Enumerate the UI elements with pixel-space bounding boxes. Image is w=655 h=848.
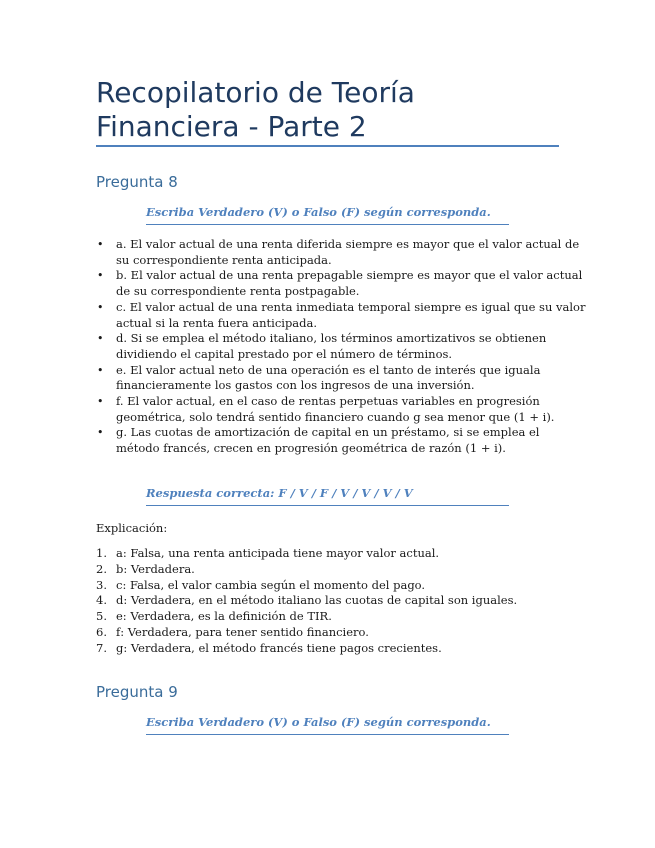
explanation-item bbox=[96, 640, 586, 657]
statement-text: g. Las cuotas de amortización de capital en un préstamo, si se emplea el método francés, crecen en progresión geométrica de razón (1 + i). bbox=[116, 425, 540, 456]
statement-e bbox=[97, 362, 586, 394]
question-8-answer: Respuesta correcta: F / V / F / V / V / V / V bbox=[146, 485, 509, 506]
bullet-icon: • bbox=[97, 269, 104, 283]
list-number: 5. bbox=[96, 609, 107, 624]
explanation-text: e: Verdadera, es la definición de TIR. bbox=[116, 609, 332, 624]
bullet-icon: • bbox=[97, 332, 104, 346]
list-number: 7. bbox=[96, 640, 107, 655]
bullet-icon: • bbox=[97, 395, 104, 409]
explanation-item bbox=[96, 624, 586, 641]
statement-text: b. El valor actual de una renta prepagable siempre es mayor que el valor actual de su correspondiente renta postpagable. bbox=[116, 268, 583, 299]
statement-text: d. Si se emplea el método italiano, los términos amortizativos se obtienen dividiendo el capital prestado por el número de términos. bbox=[116, 331, 547, 361]
statement-a bbox=[97, 237, 586, 268]
list-number: 2. bbox=[96, 561, 107, 576]
explanation-text: d: Verdadera, en el método italiano las cuotas de capital son iguales. bbox=[116, 593, 518, 608]
explanation-text: g: Verdadera, el método francés tiene pagos crecientes. bbox=[116, 640, 442, 655]
question-8-statements bbox=[96, 237, 586, 457]
statement-g bbox=[97, 425, 586, 456]
question-8-instruction: Escriba Verdadero (V) o Falso (F) según corresponda. bbox=[146, 204, 509, 225]
document-title bbox=[96, 76, 566, 144]
question-9-heading: Pregunta 9 bbox=[96, 683, 178, 701]
title-divider bbox=[96, 145, 559, 147]
statement-text: e. El valor actual neto de una operación es el tanto de interés que iguala financieramente los gastos con los ingresos de una inversión. bbox=[116, 362, 541, 393]
list-number: 6. bbox=[96, 624, 107, 639]
bullet-icon: • bbox=[97, 300, 104, 314]
explanation-item bbox=[96, 593, 586, 609]
statement-d bbox=[97, 331, 586, 362]
document-title-line-2: Financiera - Parte 2 bbox=[96, 110, 367, 143]
explanation-item bbox=[96, 561, 586, 578]
list-number: 1. bbox=[96, 546, 107, 560]
explanation-text: f: Verdadera, para tener sentido financiero. bbox=[116, 624, 369, 639]
question-9-instruction: Escriba Verdadero (V) o Falso (F) según corresponda. bbox=[146, 714, 509, 735]
bullet-icon: • bbox=[97, 363, 104, 377]
statement-text: c. El valor actual de una renta inmediata temporal siempre es igual que su valor actual si la renta fuera anticipada. bbox=[116, 299, 586, 330]
statement-text: f. El valor actual, en el caso de rentas perpetuas variables en progresión geométrica, solo tendrá sentido financiero cuando g sea menor que (1 + i). bbox=[116, 394, 555, 424]
statement-text: a. El valor actual de una renta diferida siempre es mayor que el valor actual de su correspondiente renta anticipada. bbox=[116, 237, 580, 267]
bullet-icon: • bbox=[97, 238, 104, 251]
explanation-label: Explicación: bbox=[96, 521, 168, 535]
statement-c bbox=[97, 299, 586, 331]
statement-f bbox=[97, 394, 586, 425]
question-8-heading: Pregunta 8 bbox=[96, 173, 178, 191]
list-number: 4. bbox=[96, 593, 107, 608]
explanation-text: c: Falsa, el valor cambia según el momento del pago. bbox=[116, 577, 426, 592]
explanation-text: b: Verdadera. bbox=[116, 561, 195, 576]
statement-b bbox=[97, 268, 586, 299]
list-number: 3. bbox=[96, 577, 107, 592]
document-title-line-1: Recopilatorio de Teoría bbox=[96, 76, 415, 109]
bullet-icon: • bbox=[97, 426, 104, 440]
explanation-item bbox=[96, 609, 586, 625]
explanation-text: a: Falsa, una renta anticipada tiene mayor valor actual. bbox=[116, 546, 440, 560]
explanation-list bbox=[96, 546, 586, 657]
explanation-item bbox=[96, 546, 586, 562]
explanation-item bbox=[96, 577, 586, 594]
